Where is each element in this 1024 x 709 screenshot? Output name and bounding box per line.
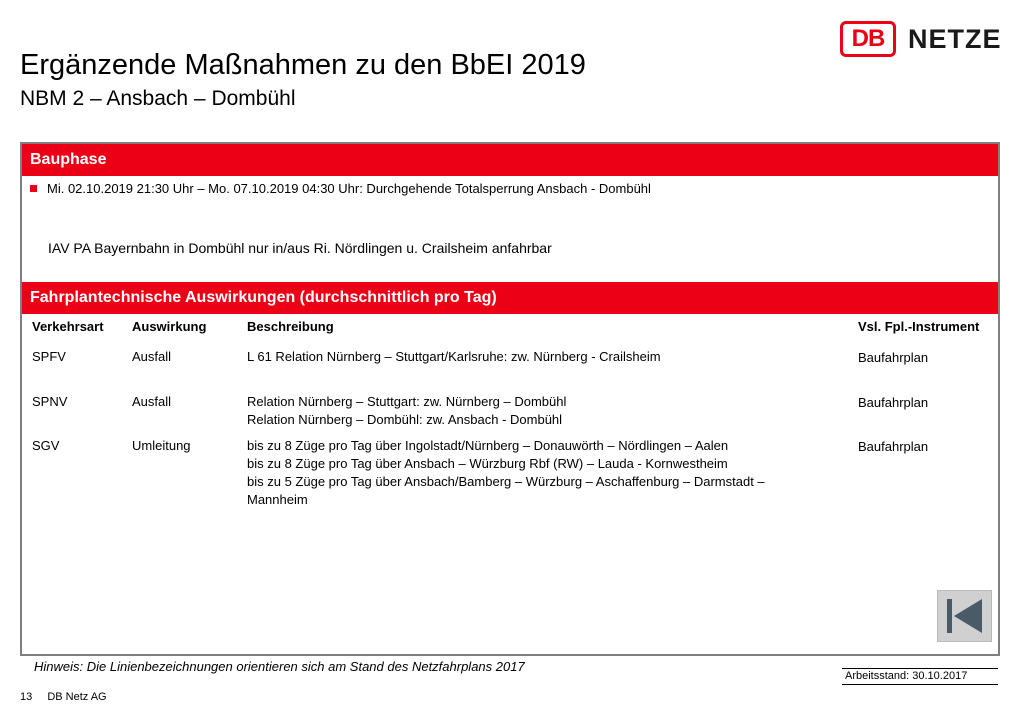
hint-text: Hinweis: Die Linienbezeichnungen orientieren sich am Stand des Netzfahrplans 2017	[34, 659, 525, 674]
cell-beschreibung: bis zu 8 Züge pro Tag über Ingolstadt/Nürnberg – Donauwörth – Nördlingen – Aalen	[247, 438, 729, 453]
column-header-verkehrsart: Verkehrsart	[32, 319, 104, 334]
cell-instrument: Baufahrplan	[858, 350, 929, 365]
column-header-auswirkung: Auswirkung	[132, 319, 207, 334]
skip-to-start-icon	[938, 591, 991, 641]
cell-beschreibung: Relation Nürnberg – Stuttgart: zw. Nürnberg – Dombühl	[247, 394, 567, 409]
netze-wordmark: NETZE	[908, 23, 1002, 54]
skip-to-start-button[interactable]	[937, 590, 992, 642]
bullet-square-icon	[30, 185, 37, 192]
column-header-beschreibung: Beschreibung	[247, 319, 334, 334]
cell-instrument: Baufahrplan	[858, 395, 929, 410]
arbeitsstand: Arbeitsstand: 30.10.2017	[842, 668, 998, 685]
bauphase-bullet-text: Mi. 02.10.2019 21:30 Uhr – Mo. 07.10.2019 04:30 Uhr: Durchgehende Totalsperrung Ansbach - Dombühl	[47, 181, 651, 196]
cell-beschreibung-2: Relation Nürnberg – Dombühl: zw. Ansbach - Dombühl	[247, 412, 563, 427]
bauphase-heading: Bauphase	[30, 151, 107, 168]
column-header-instrument: Vsl. Fpl.-Instrument	[858, 319, 980, 334]
cell-beschreibung: L 61 Relation Nürnberg – Stuttgart/Karlsruhe: zw. Nürnberg - Crailsheim	[247, 349, 661, 364]
bauphase-bullet	[30, 181, 651, 196]
footer	[20, 691, 107, 703]
page-title: Ergänzende Maßnahmen zu den BbEI 2019	[20, 49, 586, 81]
page-subtitle: NBM 2 – Ansbach – Dombühl	[20, 87, 296, 110]
db-logo-box: DB	[840, 21, 896, 57]
cell-beschreibung-3: bis zu 5 Züge pro Tag über Ansbach/Bamberg – Würzburg – Aschaffenburg – Darmstadt –	[247, 474, 765, 489]
page-number: 13	[20, 691, 33, 703]
cell-instrument: Baufahrplan	[858, 439, 929, 454]
db-netze-logo	[840, 20, 1002, 58]
bauphase-header	[22, 144, 998, 176]
cell-auswirkung: Ausfall	[132, 349, 172, 364]
company-name: DB Netz AG	[47, 691, 107, 703]
cell-auswirkung: Ausfall	[132, 394, 172, 409]
cell-verkehrsart: SGV	[32, 438, 60, 453]
content-frame	[20, 142, 1000, 656]
cell-beschreibung-2: bis zu 8 Züge pro Tag über Ansbach – Würzburg Rbf (RW) – Lauda - Kornwestheim	[247, 456, 728, 471]
cell-beschreibung-4: Mannheim	[247, 492, 308, 507]
cell-verkehrsart: SPFV	[32, 349, 66, 364]
auswirkungen-heading: Fahrplantechnische Auswirkungen (durchschnittlich pro Tag)	[30, 289, 497, 306]
auswirkungen-header	[22, 282, 998, 314]
bauphase-note: IAV PA Bayernbahn in Dombühl nur in/aus Ri. Nördlingen u. Crailsheim anfahrbar	[48, 240, 552, 256]
cell-verkehrsart: SPNV	[32, 394, 68, 409]
cell-auswirkung: Umleitung	[132, 438, 191, 453]
